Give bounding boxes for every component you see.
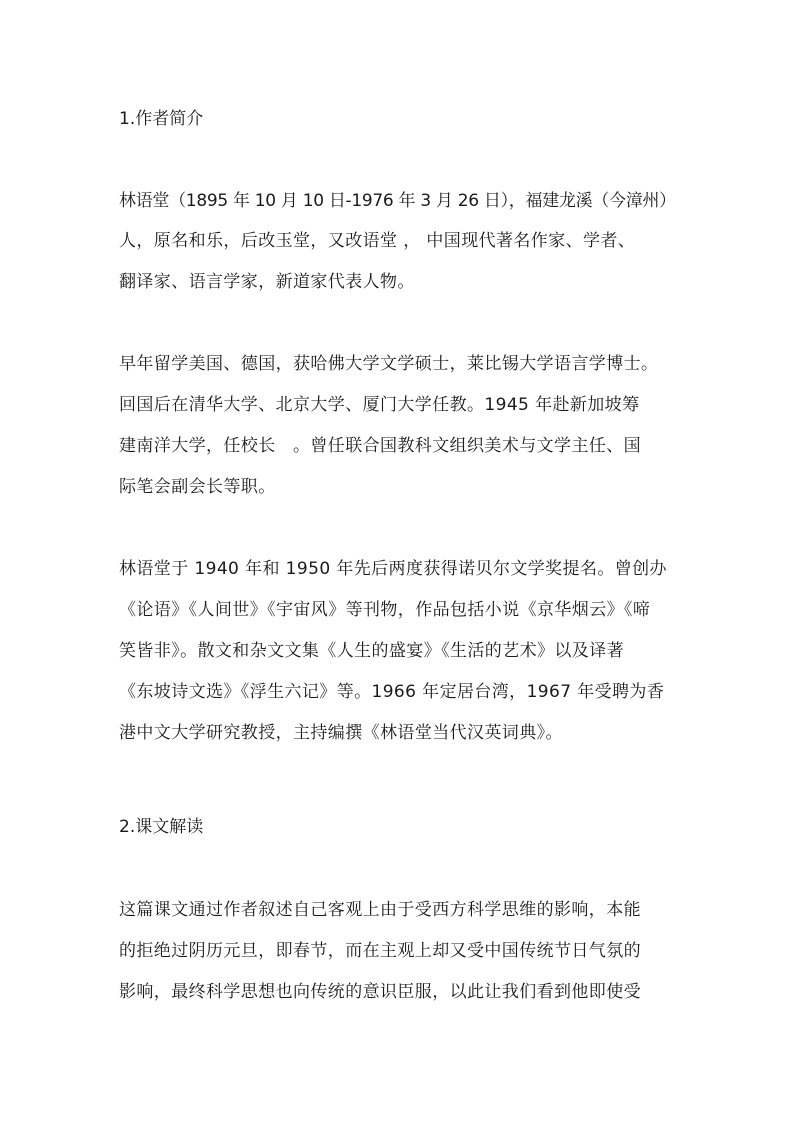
text-line: 林语堂于 1940 年和 1950 年先后两度获得诺贝尔文学奖提名。曾创办: [119, 559, 667, 579]
text-line: 《东坡诗文选》《浮生六记》等。1966 年定居台湾，1967 年受聘为香: [119, 682, 665, 702]
section-heading-author-intro: 1.作者简介: [119, 109, 204, 129]
text-line: 港中文大学研究教授，主持编撰《林语堂当代汉英词典》。: [119, 723, 563, 743]
text-line: 回国后在清华大学、北京大学、厦门大学任教。1945 年赴新加坡筹: [119, 395, 640, 415]
text-line: 人，原名和乐，后改玉堂，又改语堂 ， 中国现代著名作家、学者、: [119, 231, 636, 251]
text-line: 早年留学美国、德国，获哈佛大学文学硕士，莱比锡大学语言学博士。: [119, 354, 659, 374]
text-line: 《论语》《人间世》《宇宙风》等刊物，作品包括小说《京华烟云》《啼: [119, 600, 651, 620]
text-line: 笑皆非》。散文和杂文文集《人生的盛宴》《生活的艺术》以及译著: [119, 641, 624, 661]
text-line: 的拒绝过阴历元旦，即春节，而在主观上却又受中国传统节日气氛的: [119, 941, 641, 961]
text-line: 影响，最终科学思想也向传统的意识臣服，以此让我们看到他即使受: [119, 982, 641, 1002]
text-line: 际笔会副会长等职。: [119, 477, 276, 497]
text-line: 这篇课文通过作者叙述自己客观上由于受西方科学思维的影响，本能: [119, 900, 641, 920]
section-heading-text-analysis: 2.课文解读: [119, 817, 204, 837]
text-line: 翻译家、语言学家，新道家代表人物。: [119, 272, 415, 292]
text-line: 建南洋大学，任校长 。曾任联合国教科文组织美术与文学主任、国: [119, 436, 641, 456]
text-line: 林语堂（1895 年 10 月 10 日-1976 年 3 月 26 日），福建龙溪（今漳州）: [119, 191, 676, 211]
